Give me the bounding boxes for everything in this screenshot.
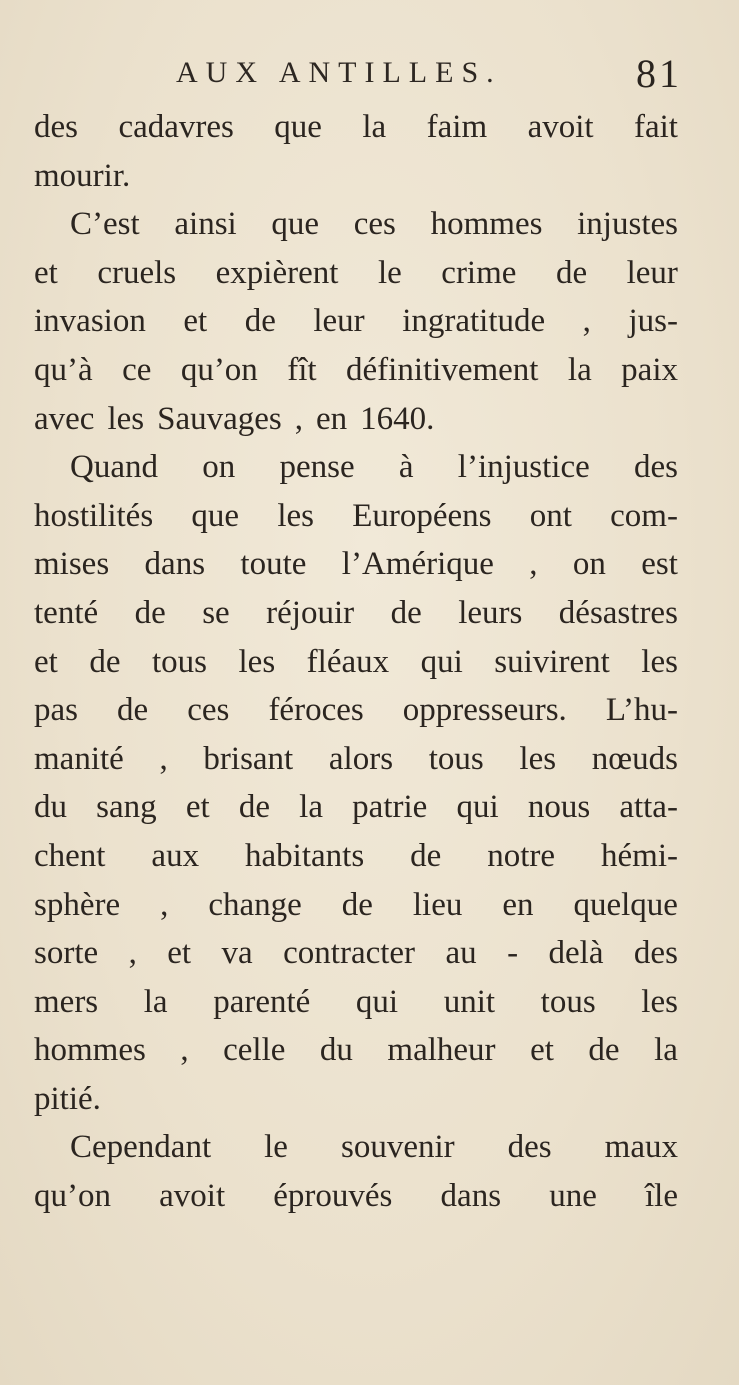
word: unit [443, 983, 496, 1020]
word: hommes [34, 1032, 146, 1069]
text-line [34, 249, 678, 298]
word: malheur [387, 1032, 496, 1069]
text-line [34, 783, 678, 832]
text-line [34, 152, 678, 201]
word: on [572, 546, 606, 583]
word: nœuds [591, 740, 678, 777]
word: fléaux [306, 643, 390, 680]
word: de [244, 303, 276, 340]
word: maux [604, 1129, 678, 1166]
word: avoit [527, 109, 594, 145]
word: la [362, 109, 387, 145]
word: aux [151, 837, 200, 874]
word: des [634, 449, 678, 486]
word: C’est [70, 206, 140, 243]
word: que [271, 206, 320, 243]
text-line [34, 686, 678, 735]
word: hommes [430, 206, 543, 243]
text-line [34, 1172, 678, 1221]
word: que [274, 109, 322, 145]
word: les [641, 643, 678, 680]
word: paix [621, 351, 678, 388]
word: patrie [352, 789, 428, 826]
text-line [34, 1075, 678, 1124]
word: et [34, 643, 58, 680]
word: Quand [70, 449, 158, 486]
word: et [183, 303, 208, 340]
word: île [644, 1178, 678, 1215]
word: la [299, 789, 323, 826]
word: crime [441, 254, 517, 291]
word: définitivement [346, 351, 539, 388]
word: contracter [283, 935, 416, 972]
page-header [34, 51, 682, 102]
word: nous [527, 789, 591, 826]
text-line [34, 1123, 678, 1172]
word: désastres [558, 594, 678, 631]
word: l’Amérique [341, 546, 494, 583]
text-line [34, 589, 678, 638]
text-line [34, 492, 678, 541]
word: quelque [573, 886, 678, 923]
word: et [530, 1032, 554, 1069]
word: mers [34, 983, 99, 1020]
word: Européens [352, 497, 492, 534]
word: qui [456, 789, 499, 826]
word: ces [187, 692, 230, 729]
word: suivirent [494, 643, 610, 680]
word: les [519, 740, 557, 777]
word: des [507, 1129, 552, 1166]
text-line [34, 1026, 678, 1075]
word: habitants [245, 837, 365, 874]
word: tous [151, 643, 207, 680]
word: hémi- [601, 837, 678, 874]
word: féroces [268, 692, 364, 729]
word: , [160, 886, 169, 923]
text-line [34, 395, 678, 444]
word: expièrent [215, 254, 339, 291]
text-line [34, 200, 678, 249]
word: faim [426, 109, 488, 145]
word: Cependant [70, 1129, 212, 1166]
word: éprouvés [273, 1178, 393, 1215]
word: et [167, 935, 192, 972]
word: va [221, 935, 253, 972]
word: mourir. [34, 157, 131, 194]
word: ces [353, 206, 396, 243]
word: cruels [97, 254, 177, 291]
word: de [555, 254, 588, 291]
word: parenté [213, 983, 311, 1020]
word: les [277, 497, 314, 534]
word: oppresseurs. [402, 692, 567, 729]
word: les [107, 400, 145, 437]
word: pitié. [34, 1080, 101, 1117]
word: leur [626, 254, 678, 291]
word: , [294, 400, 304, 437]
word: tous [540, 983, 596, 1020]
word: notre [487, 837, 556, 874]
word: du [34, 789, 67, 826]
word: des [633, 935, 678, 972]
word: brisant [203, 740, 294, 777]
word: - [507, 935, 519, 972]
word: tenté [34, 594, 99, 631]
word: toute [240, 546, 307, 583]
word: , [582, 303, 591, 340]
word: qui [355, 983, 399, 1020]
word: des [34, 109, 78, 145]
word: sang [96, 789, 157, 826]
word: lieu [412, 886, 463, 923]
word: la [143, 983, 168, 1020]
word: souvenir [340, 1129, 455, 1166]
word: la [654, 1032, 678, 1069]
word: jus- [628, 303, 678, 340]
word: fait [634, 109, 678, 145]
word: ce [122, 351, 152, 388]
word: de [117, 692, 149, 729]
word: ainsi [174, 206, 237, 243]
word: l’injustice [457, 449, 590, 486]
word: de [390, 594, 422, 631]
word: en [502, 886, 534, 923]
text-line [34, 443, 678, 492]
word: invasion [34, 303, 146, 340]
word: hostilités [34, 497, 154, 534]
word: sphère [34, 886, 121, 923]
word: de [410, 837, 442, 874]
word: ont [529, 497, 572, 534]
word: avec [34, 400, 95, 437]
body-text [34, 103, 678, 1221]
word: celle [223, 1032, 286, 1069]
word: de [341, 886, 373, 923]
word: delà [548, 935, 604, 972]
word: avoit [159, 1178, 226, 1215]
text-line [34, 832, 678, 881]
word: est [641, 546, 678, 583]
word: , [159, 740, 168, 777]
page-number: 81 [636, 51, 682, 96]
word: fît [287, 351, 317, 388]
word: au [445, 935, 477, 972]
word: leurs [458, 594, 523, 631]
word: 1640. [360, 400, 435, 437]
word: , [529, 546, 538, 583]
word: la [567, 351, 592, 388]
running-head: AUX ANTILLES. [176, 56, 502, 89]
word: réjouir [266, 594, 355, 631]
text-line [34, 638, 678, 687]
word: en [316, 400, 348, 437]
word: le [264, 1129, 288, 1166]
word: qui [420, 643, 463, 680]
text-line [34, 978, 678, 1027]
word: dans [440, 1178, 502, 1215]
word: qu’on [34, 1178, 111, 1215]
word: et [34, 254, 58, 291]
text-line [34, 346, 678, 395]
word: alors [328, 740, 394, 777]
text-line [34, 540, 678, 589]
word: chent [34, 837, 106, 874]
word: L’hu- [605, 692, 678, 729]
word: leur [313, 303, 365, 340]
word: pense [279, 449, 355, 486]
word: les [238, 643, 276, 680]
text-line [34, 297, 678, 346]
word: qu’à [34, 351, 93, 388]
word: qu’on [180, 351, 258, 388]
word: change [208, 886, 302, 923]
text-line [34, 881, 678, 930]
text-line [34, 735, 678, 784]
word: manité [34, 740, 124, 777]
word: pas [34, 692, 78, 729]
word: cadavres [118, 109, 234, 145]
text-line [34, 103, 678, 152]
word: de [588, 1032, 620, 1069]
word: se [202, 594, 230, 631]
word: injustes [577, 206, 678, 243]
word: on [202, 449, 236, 486]
word: les [641, 983, 678, 1020]
word: sorte [34, 935, 99, 972]
word: , [128, 935, 137, 972]
word: de [89, 643, 121, 680]
word: et [185, 789, 210, 826]
word: de [238, 789, 270, 826]
word: ingratitude [402, 303, 546, 340]
word: du [319, 1032, 353, 1069]
word: que [191, 497, 240, 534]
word: atta- [619, 789, 678, 826]
text-line [34, 929, 678, 978]
word: le [377, 254, 402, 291]
word: de [134, 594, 166, 631]
word: , [180, 1032, 189, 1069]
word: mises [34, 546, 110, 583]
word: dans [144, 546, 206, 583]
word: à [398, 449, 414, 486]
word: Sauvages [157, 400, 282, 437]
word: com- [610, 497, 678, 534]
word: une [549, 1178, 597, 1215]
word: tous [428, 740, 484, 777]
